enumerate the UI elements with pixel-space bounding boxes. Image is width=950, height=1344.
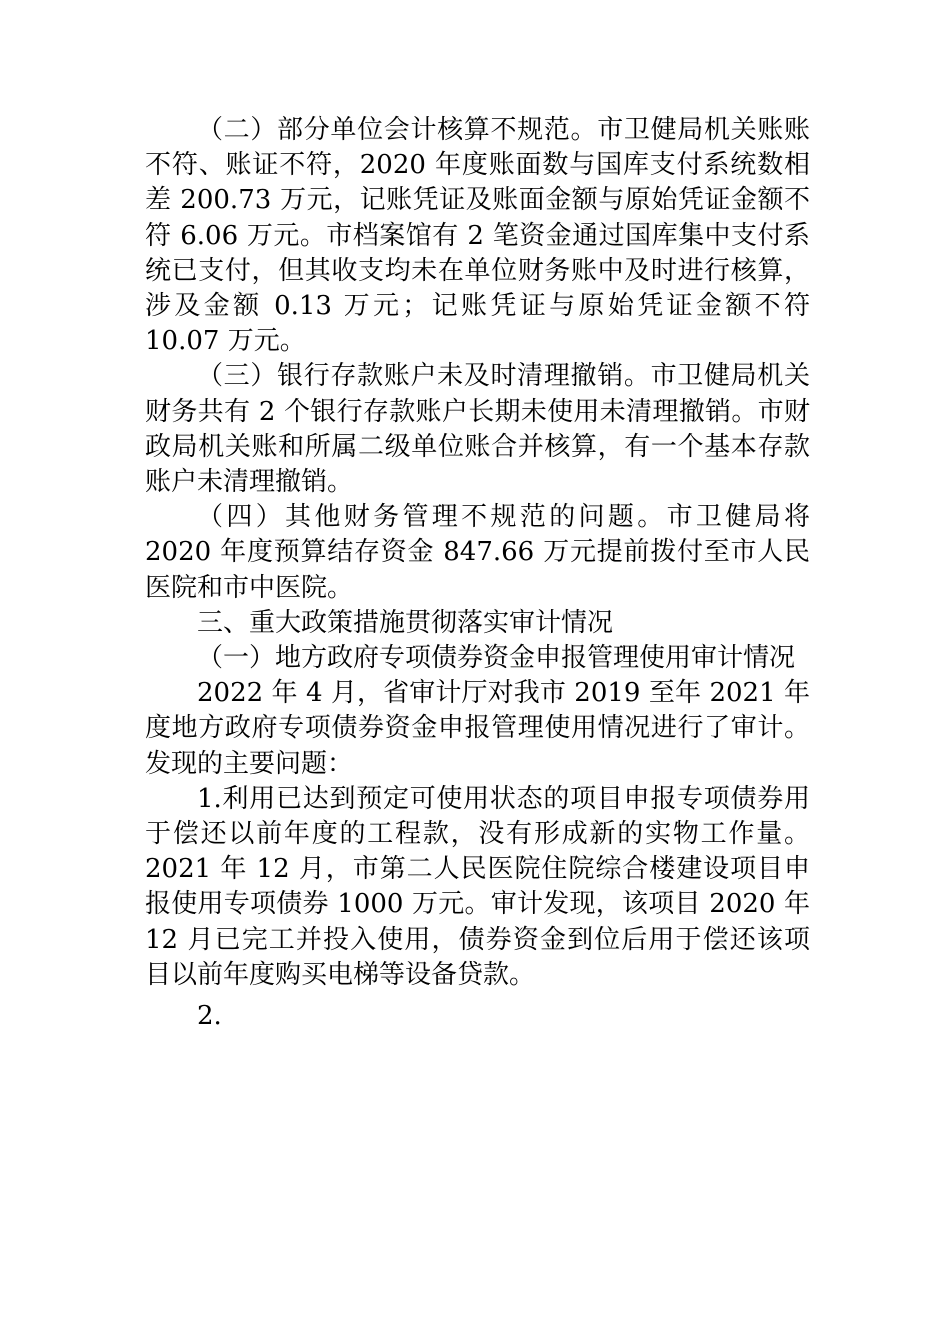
- paragraph-issue-2: 2.: [197, 1001, 222, 1032]
- subsection-heading-special-bonds: （一）地方政府专项债券资金申报管理使用审计情况: [197, 643, 796, 674]
- document-body: [145, 113, 810, 1034]
- paragraph-other-finance-issues: （四）其他财务管理不规范的问题。市卫健局将 2020 年度预算结存资金 847.66 万元提前拨付至市人民医院和市中医院。: [145, 502, 810, 603]
- paragraph-issue-1: 1.利用已达到预定可使用状态的项目申报专项债券用于偿还以前年度的工程款，没有形成新的实物工作量。2021 年 12 月，市第二人民医院住院综合楼建设项目申报使用专项债券 1000 万元。审计发现，该项目 2020 年 12 月已完工并投入使用，债券资金到位后用于偿还该项目以前年度购买电梯等设备贷款。: [145, 783, 810, 990]
- section-heading-policy-audit: 三、重大政策措施贯彻落实审计情况: [197, 607, 614, 638]
- paragraph-accounting-irregular: （二）部分单位会计核算不规范。市卫健局机关账账不符、账证不符，2020 年度账面数与国库支付系统数相差 200.73 万元，记账凭证及账面金额与原始凭证金额不符 6.06 万元。市档案馆有 2 笔资金通过国库集中支付系统已支付，但其收支均未在单位财务账中及时进行核算，涉及金额 0.13 万元；记账凭证与原始凭证金额不符 10.07 万元。: [145, 115, 810, 357]
- paragraph-audit-intro: 2022 年 4 月，省审计厅对我市 2019 至年 2021 年度地方政府专项债券资金申报管理使用情况进行了审计。发现的主要问题：: [145, 678, 810, 779]
- paragraph-bank-accounts: （三）银行存款账户未及时清理撤销。市卫健局机关财务共有 2 个银行存款账户长期未使用未清理撤销。市财政局机关账和所属二级单位账合并核算，有一个基本存款账户未清理撤销。: [145, 361, 810, 498]
